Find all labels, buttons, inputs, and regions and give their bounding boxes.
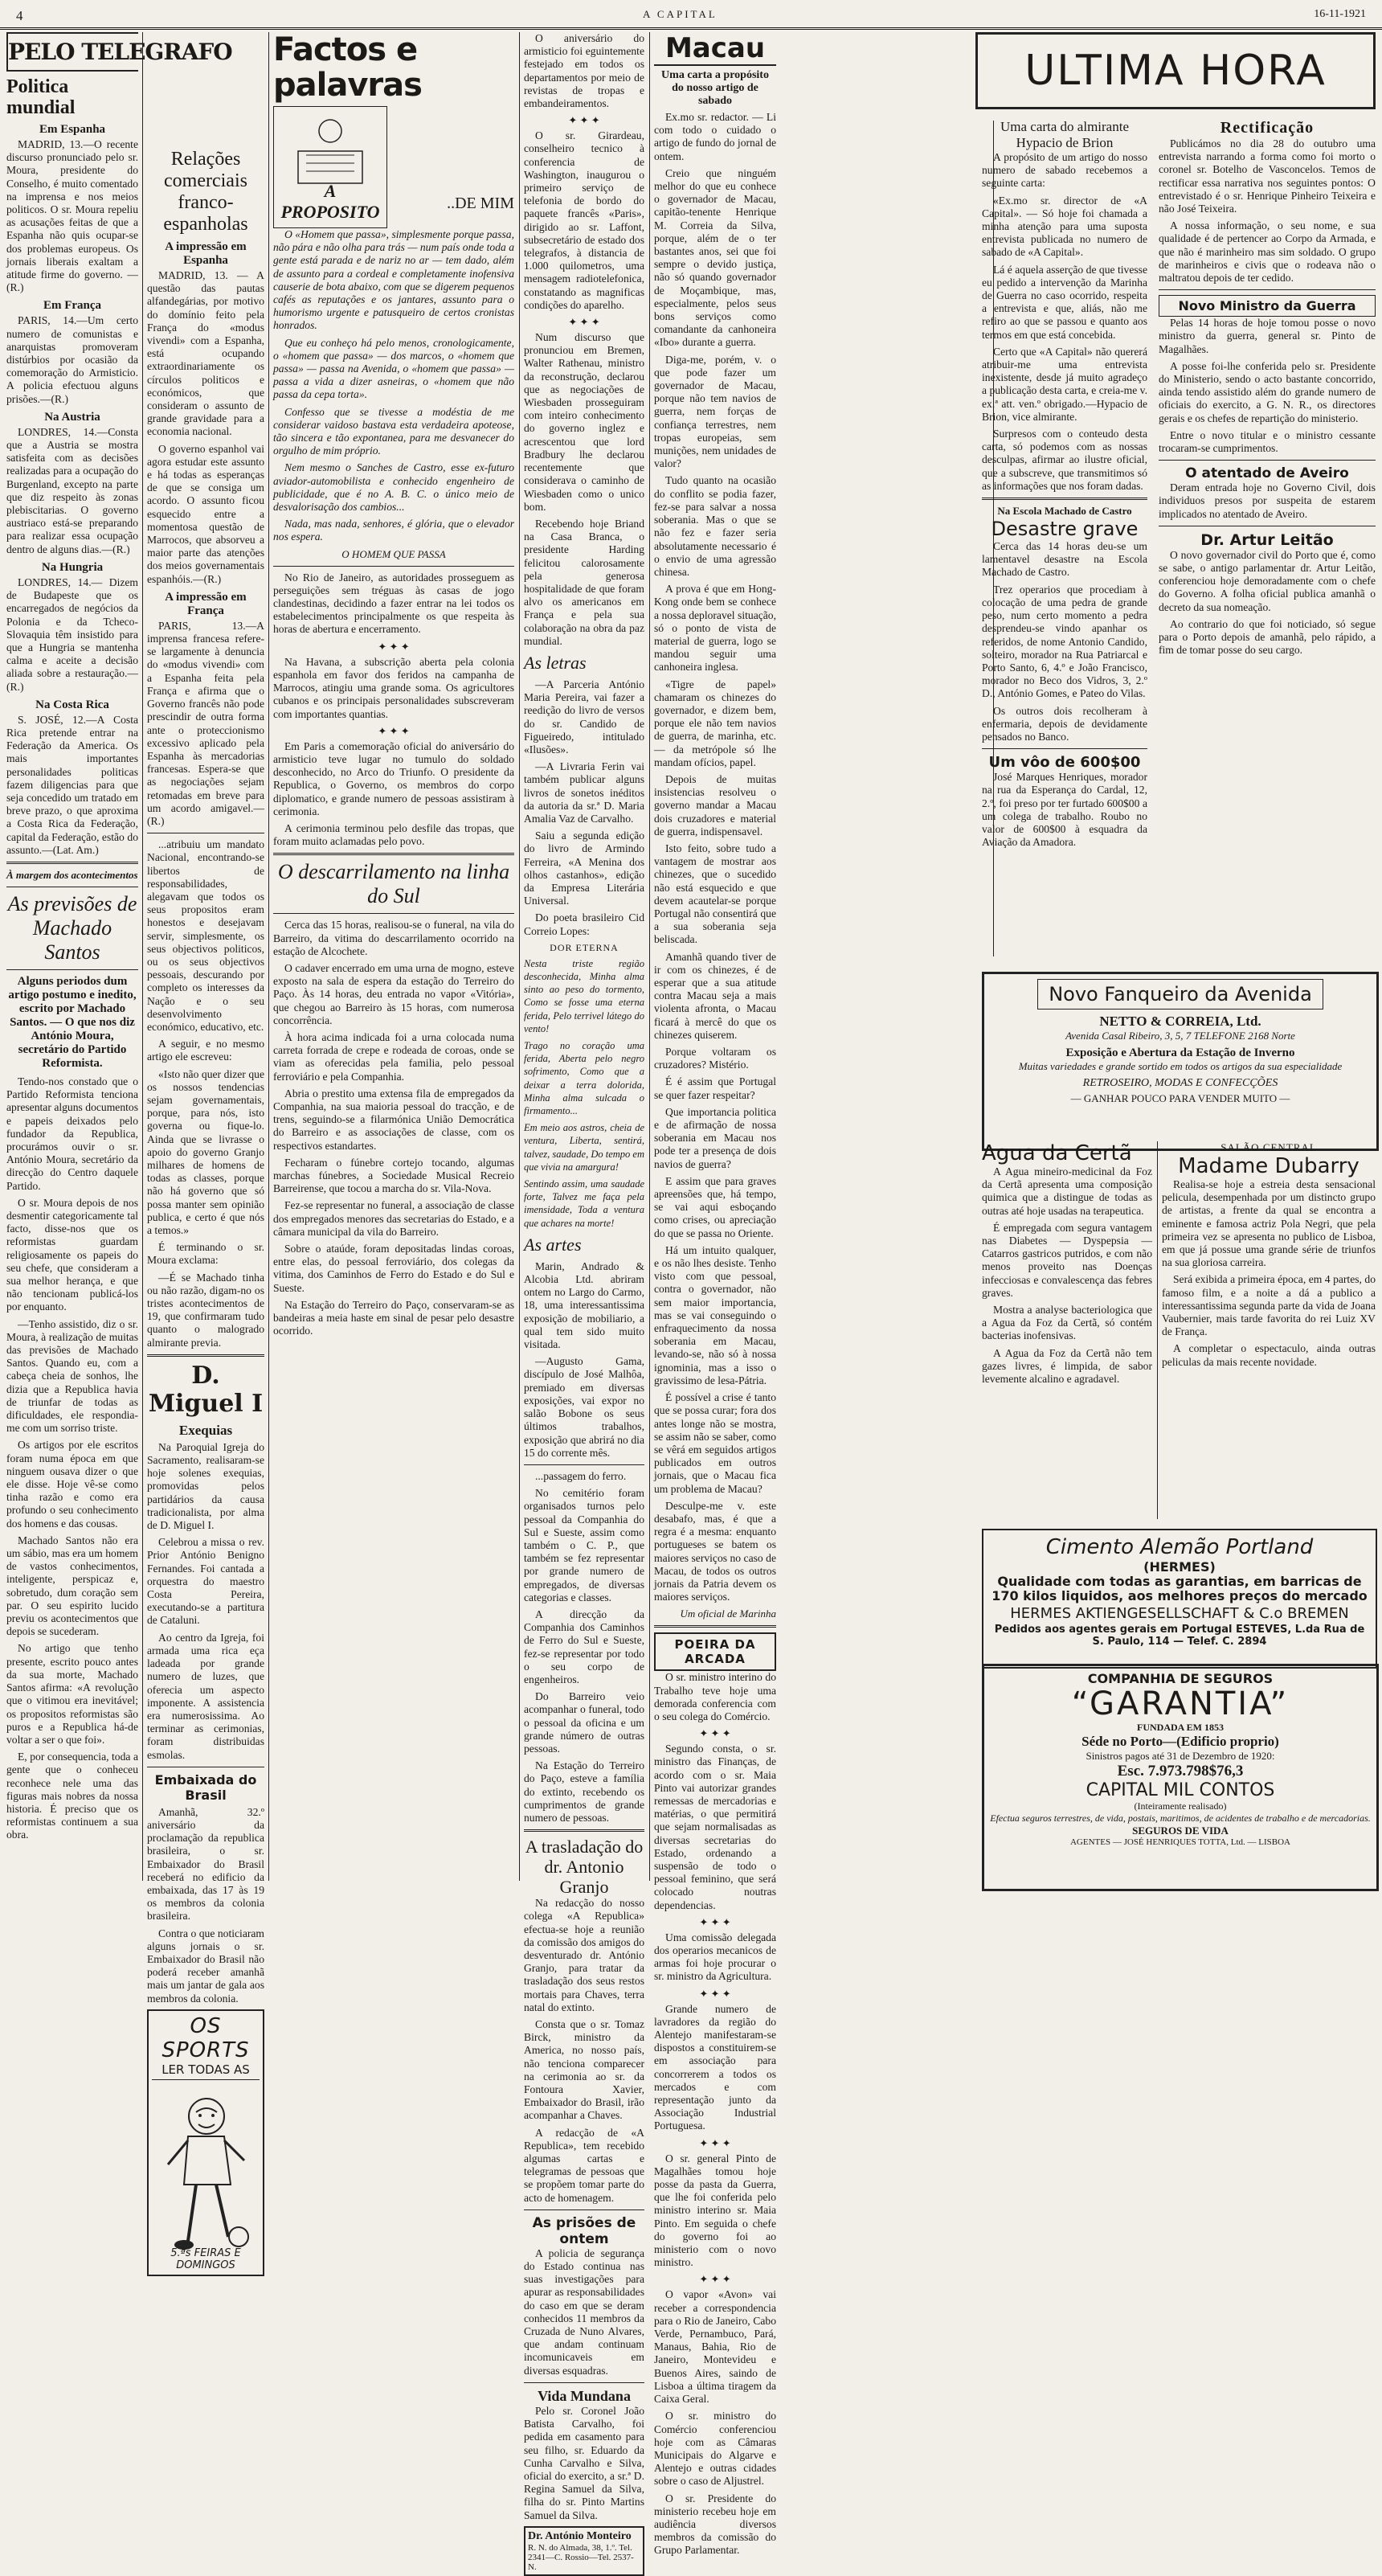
article-text: Trez operarios que procediam à colocação de uma pedra de grande peso, num certo momento a pedra desprendeu-se vindo apanhar os referidos, de nome Antonio Candido, solteiro, morador na Rua Patriarcal e Porto Santo, 6, 4.º e João Francisco, morador no Beco dos Vidros, 3, 2.º D., António Gomes, e Pateo do Vilas. (982, 583, 1147, 700)
article-text: Recebendo hoje Briand na Casa Branca, o presidente Harding felicitou calorosamente pela generosa hospitalidade de que foram alvo os americanos em França e pela sua colaboração na obra da paz mundial. (524, 517, 644, 647)
article-text: Saiu a segunda edição do livro de Armindo Ferreira, «A Menina dos olhos castanhos», edição da Empresa Literária Universal. (524, 829, 644, 907)
col-noticias: O aniversário do armisticio foi eguintemente festejado em todos os departamentos por meio de revistas de tropas e embandeiramentos. ✦ ✦ ✦ O sr. Girardeau, conselheiro tecnico à conferencia de Washington, inaugurou o primeiro serviço de telefonia de bordo do paquete francês «Paris», dirigido ao sr. Laffont, subsecretário de estado dos telegrafos, à distancia de 1.000 quilometros, uma mensagem radiotelefonica, constatando as magnificas condições do aparelho. ✦ ✦ ✦ Num discurso que pronunciou em Bremen, Walter Rathenau, ministro da reconstrução, declarou que as negociações de Wiesbaden prosseguiram com inteiro conhecimento do governo inglez e acrescentou que lord Bradbury lhe declarou recentemente que considerava o caminho de Wiesbaden como o unico bom. Recebendo hoje Briand na Casa Branca, o presidente Harding felicitou calorosamente pela generosa hospitalidade de que foram alvo os americanos em França e pela sua colaboração na obra da paz mundial. As letras —A Parceria António Maria Pereira, vai fazer a reedição do livro de versos do sr. Candido de Figueiredo, intitulado «Ilusões». —A Livraria Ferin vai também publicar alguns livros de sonetos inéditos da autoria da sr.ª D. Maria Amalia Vaz de Carvalho. Saiu a segunda edição do livro de Armindo Ferreira, «A Menina dos olhos castanhos», edição da Empresa Literária Universal. Do poeta brasileiro Cid Correio Lopes: DOR ETERNA Nesta triste região desconhecida, Minha alma sinto ao peso do tormento, Como se fosse uma eterna ferida, Pelo terrivel látego do vento! Trago no coração uma ferida, Aberta pelo negro sofrimento, Como que a deixar a terra dolorida, Minha alma sulcada o firmamento... Em meio aos astros, cheia de ventura, Liberta, sentirá, talvez, saudade, Do tempo em que vivia na amargura! Sentindo assim, uma saudade forte, Talvez me faça pela imensidade, Toda a ventura que achares na morte! As artes Marin, Andrado & Alcobia Ltd. abriram ontem no Largo do Carmo, 18, uma interessantissima exposição de mobiliario, a qual tem sido muito visitada. —Augusto Gama, discípulo de José Malhôa, premiado em diversas exposições, vai expor no salão Bobone os seus últimos trabalhos, exposição que abrirá no dia 15 do corrente mês. ...passagem do ferro. No cemitério foram organisados turnos pelo pessoal da Companhia do Sul e Sueste, assim como também o C. P., que também se fez representar por grande numero de empregados, de diversas categorias e classes. A direcção da Companhia dos Caminhos de Ferro do Sul e Sueste, fez-se representar por todo o seu corpo de engenheiros. Do Barreiro veio acompanhar o funeral, todo o pessoal da oficina e um grande número de outras pessoas. Na Estação do Terreiro do Paço, esteve a família do extinto, recebendo os cumprimentos de grande numero de pessoas. A trasladação do dr. Antonio Granjo Na redacção do nosso colega «A Republica» efectua-se hoje a reunião da comissão dos amigos do desventurado dr. António Granjo, para tratar da trasladação dos seus restos mortais para Chaves, terra natal do extinto. Consta que o sr. Tomaz Birck, ministro da America, no nosso país, não tenciona comparecer na cerimonia ao sr. da Fontoura Xavier, Embaixador do Brasil, irão acompanhar a Chaves. A redacção de «A Republica», tem recebido algumas cartas e telegramas de pessoas que se propõem tomar parte do acto de homenagem. As prisões de ontem A policia de segurança do Estado continua nas suas investigações para apurar as responsabilidades do caso em que se deram conhecidos 11 membros da Cruzada de Nuno Alvares, que andam continuam incomunicaveis em diversas esquadras. Vida Mundana Pelo sr. Coronel João Batista Carvalho, foi pedida em casamento para seu filho, sr. Eduardo da Cunha Carvalho e Silva, oficial do exercito, a sr.ª D. Regina Samuel da Silva, filha do sr. Pinto Martins Samuel da Silva. Dr. António Monteiro R. N. do Almada, 38, 1.º. Tel. 2341—C. Rossio—Tel. 2537-N. (524, 32, 644, 1881)
ad-fanqueiro-line: Exposição e Abertura da Estação de Inverno (1065, 1046, 1295, 1059)
article-text: LONDRES, 14.—Consta que a Austria se mostra satisfeita com as decisões realizadas para a ocupação do Burgenland, excepto na parte que diz respeito às zonas plebiscitarias. O governo austriaco está-se preparando para realizar essa ocupação dentro de alguns dias.—(R.) (6, 425, 138, 555)
article-text: Marin, Andrado & Alcobia Ltd. abriram ontem no Largo do Carmo, 18, uma interessantissima exposição de mobiliario, a qual tem sido muito visitada. (524, 1259, 644, 1351)
article-text: José Marques Henriques, morador na rua da Esperança do Cardal, 12, 2.º, foi preso por ter furtado 600$00 a um colega de trabalho. Roubo no valor de 600$00 à esquadra da Aviação da Amadora. (982, 771, 1147, 849)
article-text: Na Estação do Terreiro do Paço, esteve a família do extinto, recebendo os cumprimentos de grande numero de pessoas. (524, 1759, 644, 1824)
article-text: Abria o prestito uma extensa fila de empregados da Companhia, na sua maioria pessoal do tracção, e de trens, seguindo-se a filarmónica União Democrática do Barreiro e as associações de classe, com os respectivos estandartes. (273, 1087, 514, 1152)
page-date: 16-11-1921 (1314, 8, 1366, 20)
masthead-ultima-hora: ULTIMA HORA (975, 32, 1376, 109)
article-text: A Agua da Foz da Certã não tem gazes livres, é limpida, de sabor levemente alcalino e agradavel. (982, 1346, 1152, 1386)
article-text: Fez-se representar no funeral, a associação de classe dos empregados menores das secretarias do Estado, e a câmara municipal da vila do Barreiro. (273, 1199, 514, 1238)
article-text: Na Paroquial Igreja do Sacramento, realisaram-se hoje solenes exequias, promovidas pelos partidários da causa tradicionalista, por alma de D. Miguel I. (147, 1440, 264, 1532)
col-relacoes (147, 32, 264, 2271)
article-text: O sr. ministro do Comércio conferenciou hoje com as Câmaras Municipais do Algarve e Alentejo e outras cidades sobre o caso de Aljustrel. (654, 2410, 776, 2488)
ad-garantia-line: CAPITAL MIL CONTOS (1086, 1780, 1275, 1800)
poeira-arcada-title: POEIRA DA ARCADA (654, 1632, 776, 1671)
article-text: A nossa informação, o seu nome, e sua qualidade é de pertencer ao Corpo da Armada, e que não é marinheiro mas sim soldado. O grupo de marinheiros e civis que o rodeava não o maltratou depois de ter cedido. (1159, 219, 1376, 285)
article-text: Sobre o ataúde, foram depositadas lindas coroas, entre elas, do pessoal ferroviário, dos colegas da vitima, dos Caminhos de Ferro do Estado e do Sul e Sueste. (273, 1243, 514, 1294)
article-text: «Isto não quer dizer que os nossos tendencias sejam governamentais, porque, para nós, isto governa ou fique-lo. Ainda que se livrasse o apoio do governo Granjo milhares de homens de todas as classes, porque não há governo que só possa manter sem opinião publica, e certo é que nós a temos.» (147, 1067, 264, 1237)
ad-garantia-line: SEGUROS DE VIDA (1132, 1824, 1229, 1837)
ad-garantia-line: Esc. 7.973.798$76,3 (1117, 1763, 1244, 1779)
article-text: Amanhã, 32.º aniversário da proclamação da republica brasileira, o sr. Embaixador do Brasil receberá no edificio da embaixada, das 17 às 19 os membros da colonia brasileira. (147, 1805, 264, 1923)
ad-os-sports (147, 2009, 264, 2276)
article-text: É é assim que Portugal se quer fazer respeitar? (654, 1075, 776, 1101)
article-text: A policia de segurança do Estado continua nas suas investigações para apurar as responsabilidades do caso em que se deram conhecidos 11 membros da Cruzada de Nuno Alvares, que andam continuam incomunicaveis em diversas esquadras. (524, 2246, 644, 2377)
article-text: Na Havana, a subscrição aberta pela colonia espanhola em favor dos feridos na campanha de Marrocos, atingiu uma grande soma. Os agricultores cubanos e os principais personalidades subscreveram com importantes quantias. (273, 655, 514, 720)
salao-central-label: SALÃO CENTRAL (1220, 1141, 1317, 1153)
article-text: Cerca das 15 horas, realisou-se o funeral, na vila do Barreiro, da vitima do descarrilamento ocorrido na estação de Alcochete. (273, 919, 514, 957)
article-text: ...passagem do ferro. (535, 1469, 627, 1482)
subhead-exequias: Exequias (178, 1422, 233, 1438)
article-text: A propósito de um artigo do nosso numero de sabado recebemos a seguinte carta: (982, 151, 1147, 190)
ad-os-sports-sub: LER TODAS AS (152, 2062, 260, 2080)
article-text: Ex.mo sr. redactor. — Li com todo o cuidado o artigo de fundo do jornal de ontem. (654, 111, 776, 162)
page-number: 4 (16, 8, 23, 23)
col6-left (982, 119, 1147, 963)
article-text: Os outros dois recolheram à enfermaria, depois de devidamente pensados no Banco. (982, 704, 1147, 743)
article-text: Ao contrario do que foi noticiado, só segue para o Porto depois de amanhã, pelo rápido, a fim de tomar posse do seu cargo. (1159, 617, 1376, 657)
headline-d-miguel: D. Miguel I (148, 1361, 264, 1418)
poem-stanza: Trago no coração uma ferida, Aberta pelo negro sofrimento, Como que a deixar a terra dolorida, Minha alma sulcada o firmamento... (524, 1040, 644, 1117)
article-text: O sr. general Pinto de Magalhães tomou hoje posse da pasta da Guerra, que lhe foi conferida pelo ministro interino sr. Maia Pinto. Em seguida o chefe do governo foi ao ministerio com o novo ministro. (654, 2152, 776, 2269)
poem-stanza: Em meio aos astros, cheia de ventura, Liberta, sentirá, talvez, saudade, Do tempo em que vivia na amargura! (524, 1122, 644, 1173)
article-text: Num discurso que pronunciou em Bremen, Walter Rathenau, ministro da reconstrução, declarou que as negociações de Wiesbaden prosseguiram com inteiro conhecimento do governo inglez e acrescentou que lord Bradbury lhe declarou recentemente que considerava o caminho de Wiesbaden como o unico bom. (524, 331, 644, 513)
ad-companhia-garantia (982, 1664, 1379, 1891)
ad-fanqueiro-line: RETROSEIRO, MODAS E CONFECÇÕES (1082, 1077, 1278, 1089)
headline-relacoes: Relações comerciais franco-espanholas (163, 149, 248, 235)
article-text: Consta que o sr. Tomaz Birck, ministro da America, no nosso país, não tenciona comparecer na cerimonia ao sr. da Fontoura Xavier, Embaixador do Brasil, irão acompanhar a Chaves. (524, 2018, 644, 2122)
headline-machado-santos: As previsões de Machado Santos (7, 891, 137, 964)
ad-fanqueiro-address: Avenida Casal Ribeiro, 3, 5, 7 TELEFONE 2168 Norte (1065, 1030, 1295, 1042)
ad-salao-central (1162, 1141, 1376, 1519)
article-text: É terminando o sr. Moura exclama: (147, 1241, 264, 1267)
ad-cimento-line: Pedidos aos agentes gerais em Portugal ESTEVES, L.da Rua de S. Paulo, 114 — Telef. C. 2894 (994, 1624, 1365, 1648)
article-text: —É se Machado tinha ou não razão, digam-no os tristes acontecimentos de 19, que confirmaram tudo quanto o malogrado almirante previa. (147, 1271, 264, 1349)
article-text: O cadaver encerrado em uma urna de mogno, esteve exposto na sala de espera da estação do Terreiro do Paço. Às 14 horas, deu entrada no vapor «Vitória», que chegou ao Barreiro às 15 horas, com numerosa concorrência. (273, 961, 514, 1026)
article-text: Diga-me, porém, v. o que pode fazer um governador de Macau, porque não tem navios de guerra, nem forças de confiança terrestres, nem tropas europeias, sem munições, nem unidades de valor? (654, 353, 776, 470)
article-text: Há um intuito qualquer, e os não lhes desiste. Tenho visto com que pessoal, contra o governador, não sem maior importancia, mas se vai conseguindo o enfraquecimento da nossa soberania em Macau, levando-se, não só à nossa ignominia, mas a isso o gravissimo de lesa-Pátria. (654, 1243, 776, 1386)
article-text: Será exibida a primeira época, em 4 partes, do famoso film, e a noite a dá a publico a interessantissima segunda parte da vida de Joana Vaubernier, mais tarde favorita do rei Luiz XV de França. (1162, 1273, 1376, 1338)
article-text: E, por consequencia, toda a gente que o conheceu reconhece nele uma das figuras mais nobres da nossa historia. É preciso que os reformistas continuem a sua obra. (6, 1751, 138, 1841)
article-text: Depois de muitas insistencias resolveu o governo mandar a Macau dois cruzadores e material de guerra, indispensavel. (654, 772, 776, 838)
ad-cimento-title: Cimento Alemão Portland (1045, 1535, 1314, 1559)
ad-garantia-line: Séde no Porto—(Edificio proprio) (1081, 1734, 1279, 1749)
article-text: O sr. Girardeau, conselheiro tecnico à conferencia de Washington, inaugurou o primeiro serviço de telefonia de bordo do paquete francês «Paris», dirigido ao sr. Laffont, subsecretário de estado dos telegrafos, à distancia de 1.000 quilometros, uma mensagem radiotelefonica, constatando as magnificas condições do aparelho. (524, 129, 644, 311)
section-austria: Na Austria (44, 410, 100, 424)
subhead-macau: Uma carta a propósito do nosso artigo de sabado (661, 69, 769, 107)
article-text: Contra o que noticiaram alguns jornais o sr. Embaixador do Brasil não poderá receber amanhã mais um jantar de gala aos membros da colonia. (147, 1927, 264, 2005)
article-text: O sr. ministro interino do Trabalho teve hoje uma demorada conferencia com o seu colega do Comércio. (654, 1671, 776, 1722)
ad-garantia-top: COMPANHIA DE SEGUROS (1087, 1671, 1274, 1686)
article-text: MADRID, 13.—O recente discurso pronunciado pelo sr. Moura, presidente do Conselho, é muito comentado na imprensa e nos meios politicos. O sr. Moura repeliu as acusações feitas de que a Espanha não quis ocupar-se dos problemas europeus. Os jornais liberais exaltam a atitude firme do governo. — (R.) (6, 138, 138, 294)
article-text: Grande numero de lavradores da região do Alentejo manifestaram-se dispostos a constituirem-se em associação para concorrerem a todos os mercados e com representação junto da Associação Industrial Portuguesa. (654, 2002, 776, 2132)
col-macau: Macau Uma carta a propósito do nosso artigo de sabado Ex.mo sr. redactor. — Li com todo o cuidado o artigo de fundo do jornal de ontem. Creio que ninguém melhor do que eu conhece o governador de Macau, capitão-tenente Henrique M. Correia da Silva, porque, além de o ter bastantes anos, sei que foi sempre o devido justiça, não só quando governador de Moçambique, mas, especialmente, pelos seus bons serviços como comandante da canhoneira «Ibo» durante a guerra. Diga-me, porém, v. o que pode fazer um governador de Macau, porque não tem navios de guerra, nem forças de confiança terrestres, nem tropas europeias, sem munições, nem unidades de valor? Tudo quanto na ocasião do conflito se podia fazer, fez-se para salvar a nossa soberania. Mas o que se não fez e fazer seria absolutamente necessario é o envio de uma agressão chinesa. A prova é que em Hong-Kong onde bem se conhece a nossa deploravel situação, só o ponto de vista de material de guerra, logo se mandou seguir uma canhoneira inglesa. «Tigre de papel» chamaram os chinezes do governador, e dizem bem, porque ele não tem navios de guerra, de marinha, etc. — da metrópole só lhe mandam ofícios, papel. Depois de muitas insistencias resolveu o governo mandar a Macau dois cruzadores e material de guerra, indispensavel. Isto feito, sobre tudo a vantagem de mostrar aos chinezes, que o sucedido não está esquecido e que devem acautelar-se porque Portugal não consentirá que a sua soberania seja beliscada. Amanhã quando tiver de ir com os chinezes, é de esperar que a sua atitude contra Macau seja a mais violenta afronta, o Macau ficará à mercê do que os chinezes quiserem. Porque voltaram os cruzadores? Mistério. É é assim que Portugal se quer fazer respeitar? Que importancia politica e de afirmação de nossa soberania em Macau nos pode ter a presença de dois navios de guerra? E assim que para graves apreensões que, há tempo, se vai aqui esboçando como crises, ou apreciação do que se passa no Oriente. Há um intuito qualquer, e os não lhes desiste. Tenho visto com que pessoal, contra o governador, não sem maior importancia, mas se vai conseguindo o enfraquecimento da nossa soberania em Macau, levando-se, não só à nossa ignominia, mas a isso o gravissimo de lesa-Pátria. É possível a crise é tanto que se possa curar; fora dos antes longe não se mostra, se assim não se saber, como se vêrá em seguidos artigos publicados em outros jornais, que o Macau fica um problema de Macau? Desculpe-me v. este desabafo, mas, é que a regra é a mesma: enquanto portugueses se batem os maiores serviços no caso de Macau, de todos os outros jornais da Patria devem os maiores serviços. Um oficial de Marinha POEIRA DA ARCADA O sr. ministro interino do Trabalho teve hoje uma demorada conferencia com o seu colega do Comércio. ✦ ✦ ✦ Segundo consta, o sr. ministro das Finanças, de acordo com o sr. Maia Pinto vai autorizar grandes remessas de mercadorias e matérias, o que permitirá que sejam normalisadas as diversas secretarias do Estado, ordenando a suspensão de todo o pessoal feminino, que será colocado noutras dependencias. ✦ ✦ ✦ Uma comissão delegada dos operarios mecanicos de armas foi hoje procurar o sr. ministro da Agricultura. ✦ ✦ ✦ Grande numero de lavradores da região do Alentejo manifestaram-se dispostos a constituirem-se em associação para concorrerem a todos os mercados e com representação junto da Associação Industrial Portuguesa. ✦ ✦ ✦ O sr. general Pinto de Magalhães tomou hoje posse da pasta da Guerra, que lhe foi conferida pelo ministro interino sr. Maia Pinto. Em seguida o chefe do governo foi ao ministerio com o novo ministro. ✦ ✦ ✦ O vapor «Avon» vai receber a correspondencia para o Rio de Janeiro, Cabo Verde, Pernambuco, Pará, Manaus, Bahia, Rio de Janeiro, Montevideu e Buenos Aires, saindo de Lisboa a última tiragem da Caixa Geral. O sr. ministro do Comércio conferenciou hoje com as Câmaras Municipais do Algarve e Alentejo e outras cidades sobre o caso de Aljustrel. O sr. Presidente do ministerio recebeu hoje em audiência diversos membros da comissão do Grupo Parlamentar. (654, 32, 776, 2557)
ad-garantia-line: AGENTES — JOSÉ HENRIQUES TOTTA, Ltd. — LISBOA (1069, 1837, 1291, 1847)
signature: O HOMEM QUE PASSA (341, 547, 446, 560)
poem-title: DOR ETERNA (550, 941, 619, 953)
section-franca: Em França (43, 299, 102, 313)
article-text: Segundo consta, o sr. ministro das Finanças, de acordo com o sr. Maia Pinto vai autorizar grandes remessas de mercadorias e matérias, o que permitirá que sejam normalisadas as diversas secretarias do Estado, ordenando a suspensão de todo o pessoal feminino, que será colocado noutras dependencias. (654, 1743, 776, 1911)
ad-cimento-sub: (HERMES) (1143, 1559, 1216, 1575)
article-text: Mostra a analyse bacteriologica que a Agua da Foz da Certã, só contém bacterias inofensivas. (982, 1304, 1152, 1342)
headline-prisoes: As prisões de ontem (532, 2214, 636, 2247)
article-text: À hora acima indicada foi a urna colocada numa carreta forrada de crepe e rodeada de coroas, onde se viam as oferecidas pela familia, pelo pessoal ferroviário e pela Companhia. (273, 1030, 514, 1083)
ad-garantia-line: FUNDADA EM 1853 (1137, 1722, 1224, 1733)
article-text: —Tenho assistido, diz o sr. Moura, à realização de muitas das previsões de Machado Santos. Quando eu, com a cabeça cheia de sonhos, lhe dizia que a Republica havia de triunfar de todas as dificuldades, ele respondia-me com um sorriso triste. (6, 1317, 138, 1435)
headline-rectificacao: Rectificação (1220, 119, 1315, 137)
article-text: No cemitério foram organisados turnos pelo pessoal da Companhia do Sul e Sueste, assim como também o C. P., que também se fez representar por grande numero de empregados, de diversas categorias e classes. (524, 1487, 644, 1603)
headline-madame-dubarry: Madame Dubarry (1178, 1154, 1360, 1178)
article-text: É empregada com segura vantagem nas Diabetes — Dyspepsia — Catarros gastricos putridos, e com não menos proveito nas Doenças infecciosas e convalescença das febres graves. (982, 1221, 1152, 1299)
paper-name: A CAPITAL (643, 8, 718, 20)
ad-os-sports-title: OS SPORTS (162, 2013, 250, 2062)
headline-embaixada: Embaixada do Brasil (154, 1771, 257, 1803)
ad-os-sports-footer: 5.ªs FEIRAS E DOMINGOS (170, 2246, 241, 2271)
article-text: Entre o novo titular e o ministro cessante trocaram-se cumprimentos. (1159, 428, 1376, 455)
ad-cimento-line: Qualidade com todas as garantias, em barricas de 170 kilos liquidos, aos melhores preços do mercado (992, 1574, 1368, 1603)
article-text: Nada, mas nada, senhores, é glória, que o elevador nos espera. (273, 518, 514, 543)
article-text: Confesso que se tivesse a modéstia de me considerar vaidoso bastava esta verdadeira apoteose, tão sincera e tão expontanea, para me desvanecer do orgulho de mim próprio. (273, 405, 514, 457)
col-factos-palavras: Factos e palavras A PROPOSITO ..DE MIM O «Homem que passa», simplesmente porque passa, não pára e não olha para trás — num país onde toda a gente está parada e de nariz no ar — tem dado, além de assunto para a cordeal e completamente inofensiva causerie de bota abaixo, com que se digerem pequenos cafés as reputações e os jantares, assunto para o humorismo urgente e patusqueiro de certos cronistas honrados. Que eu conheço há pelo menos, cronologicamente, o «homem que passa» — dos marcos, o «homem que passa» — passa na Avenida, o «homem que passa» — passa a vida a dizer asneiras, o «homem que não passa da cepa torta». Confesso que se tivesse a modéstia de me considerar vaidoso bastava esta verdadeira apoteose, tão sincera e tão expontanea, para me desvanecer do orgulho de mim próprio. Nem mesmo o Sanches de Castro, esse ex-futuro aviador-automobilista e conhecido engenheiro de publicidade, que é no A. B. C. o único meio de desvalorisação dos cambios... Nada, mas nada, senhores, é glória, que o elevador nos espera. O HOMEM QUE PASSA No Rio de Janeiro, as autoridades prosseguem as perseguições sem tréguas às casas de jogo clandestinas, decidindo a fazer entrar na lei todos os estabelecimentos principalmente os que respeita às horas de abertura e encerramento. ✦ ✦ ✦ Na Havana, a subscrição aberta pela colonia espanhola em favor dos feridos na campanha de Marrocos, atingiu uma grande soma. Os agricultores cubanos e os principais personalidades subscreveram com importantes quantias. ✦ ✦ ✦ Em Paris a comemoração oficial do aniversário do armisticio teve lugar no tumulo do soldado desconhecido, no Arco do Triunfo. O presidente da Republica, o Governo, os membros do corpo diplomatico, e grande numero de pessoas assistiram à cerimonia. A cerimonia terminou pelo desfile das tropas, que foram muito aclamadas pelo povo. O descarrilamento na linha do Sul Cerca das 15 horas, realisou-se o funeral, na vila do Barreiro, da vitima do descarrilamento ocorrido na estação de Alcochete. O cadaver encerrado em uma urna de mogno, esteve exposto na sala de espera da estação do Terreiro do Paço. Às 14 horas, deu entrada no vapor «Vitória», que chegou ao Barreiro às 15 horas, com numerosa concorrência. À hora acima indicada foi a urna colocada numa carreta forrada de crepe e rodeada de coroas, onde se viam as oferecidas pela familia, pelo pessoal ferroviário e pela Companhia. Abria o prestito uma extensa fila de empregados da Companhia, na sua maioria pessoal do tracção, e de trens, seguindo-se a filarmónica União Democrática do Barreiro e as associações de classe, com os respectivos estandartes. Fecharam o fúnebre cortejo tocando, algumas marchas fúnebres, a Sociedade Musical Recreio Barreirense, que tocou a marcha do sr. Vila-Nova. Fez-se representar no funeral, a associação de classe dos empregados menores das secretarias do Estado, e a câmara municipal da vila do Barreiro. Sobre o ataúde, foram depositadas lindas coroas, entre elas, do pessoal ferroviário, dos colegas da vitima, dos Caminhos de Ferro do Estado e do Sul e Sueste. Na Estação do Terreiro do Paço, conservaram-se as bandeiras a meia haste em sinal de pesar pelo desastre ocorrido. (273, 31, 514, 1337)
article-text: —Augusto Gama, discípulo de José Malhôa, premiado em diversas exposições, vai expor no salão Bobone os seus últimos trabalhos, exposição que abrirá no dia 15 do corrente mês. (524, 1355, 644, 1459)
article-text: É possível a crise é tanto que se possa curar; fora dos antes longe não se mostra, se assim não se saber, como se vêrá em seguidos artigos publicados em outros jornais, que o Macau fica um problema de Macau? (654, 1391, 776, 1495)
headline-novo-ministro: Novo Ministro da Guerra (1159, 295, 1376, 317)
article-text: O sr. Moura depois de nos desmentir categoricamente tal facto, disse-nos que os reformistas guardam religiosamente os papeis do seu chefe, que consideram a sua melhor herança, e que não tencionam publicá-los por enquanto. (6, 1196, 138, 1313)
signature: Um oficial de Marinha (680, 1607, 776, 1620)
article-text: Ao centro da Igreja, foi armada uma rica eça ladeada por grande numero de luzes, que oferecia um aspecto imponente. A assistencia era numerosissima. Ao terminar as cerimonias, foram distribuidas esmolas. (147, 1631, 264, 1761)
headline-politica-mundial: Politica mundial (6, 76, 76, 118)
article-text: MADRID, 13. — A questão das pautas alfandegárias, por motivo do domínio feito pela França do «modus vivendi» com a Espanha, está ocupando extraordinariamente os círculos politicos e económicos, que consideram o assunto de grande gravidade para a economia nacional. (147, 269, 264, 438)
article-text: O sr. Presidente do ministerio recebeu hoje em audiência diversos membros da comissão do Grupo Parlamentar. (654, 2492, 776, 2557)
article-text: ...atribuiu um mandato Nacional, encontrando-se libertos de responsabilidades, alegavam que todos os seus propositos eram honestos e desejavam servir, simplesmente, os seus objectivos politicos, ou os seus objectivos pessoais, descurando por completo os interesses da Nação e o seu desenvolvimento económico, educativo, etc. (147, 838, 264, 1033)
poem-stanza: Sentindo assim, uma saudade forte, Talvez me faça pela imensidade, Toda a ventura que achares na morte! (524, 1178, 644, 1229)
article-text: Realisa-se hoje a estreia desta sensacional pelicula, desempenhada por um distincto grupo de artistas, a frente da qual se encontra a eminente e famosa actriz Pola Negri, que pela primeira vez se apresenta no publico de Lisboa, em que já possue uma grande série de triunfos na sua gloriosa carreira. (1162, 1178, 1376, 1269)
headline-desastre-grave: Desastre grave (991, 518, 1139, 541)
heading-as-artes: As artes (524, 1234, 582, 1255)
article-text: Celebrou a missa o rev. Prior António Benigno Fernandes. Foi cantada a orquestra do maestro Costa Pereira, executando-se a partitura de Cataluni. (147, 1536, 264, 1627)
article-text: O novo governador civil do Porto que é, como se sabe, o antigo parlamentar dr. Artur Leitão, conferenciou hoje demoradamente com o chefe do Governo. A folha oficial publica amanhã o decreto da sua nomeação. (1159, 548, 1376, 613)
article-text: Na Estação do Terreiro do Paço, conservaram-se as bandeiras a meia haste em sinal de pesar pelo desastre ocorrido. (273, 1298, 514, 1337)
page-header (0, 6, 1382, 30)
article-text: No artigo que tenho presente, escrito pouco antes da sua morte, Machado Santos afirma: «A revolução que o vitimou era inevitável; os propositos reformistas são puros e a Republica há-de voltar a ser o que foi». (6, 1642, 138, 1746)
a-proposito-title: A PROPOSITO (280, 181, 380, 222)
article-text: —A Parceria António Maria Pereira, vai fazer a reedição do livro de versos do sr. Candido de Figueiredo, intitulado «Ilusões». (524, 678, 644, 756)
article-text: O vapor «Avon» vai receber a correspondencia para o Rio de Janeiro, Cabo Verde, Pernambuco, Pará, Manaus, Bahia, Rio de Janeiro, Montevideu e Buenos Aires, saindo de Lisboa a última tiragem da Caixa Geral. (654, 2288, 776, 2406)
subhead-franca: A impressão em França (165, 590, 247, 617)
ad-fanqueiro-line: — GANHAR POUCO PARA VENDER MUITO — (1070, 1092, 1290, 1104)
article-text: Isto feito, sobre tudo a vantagem de mostrar aos chinezes, que o sucedido não está esquecido e que devem acautelar-se porque Portugal não consentirá que a sua soberania seja beliscada. (654, 842, 776, 946)
article-text: S. JOSÉ, 12.—A Costa Rica pretende entrar na Federação da America. Os mais importantes personalidades politicas fazem diligencias para que seja concedido um tratado em breve prazo, o que aproxima a Costa Rica da Federação, capital da Federação, estão do assunto.—(Lat. Am.) (6, 713, 138, 856)
article-text: Porque voltaram os cruzadores? Mistério. (654, 1046, 776, 1071)
article-text: A prova é que em Hong-Kong onde bem se conhece a nossa deploravel situação, só o ponto de vista de material de guerra, logo se mandou seguir uma canhoneira inglesa. (654, 583, 776, 674)
article-text: Cerca das 14 horas deu-se um lamentavel desastre na Escola Machado de Castro. (982, 540, 1147, 579)
section-costa-rica: Na Costa Rica (35, 698, 109, 711)
footballer-illustration (152, 2080, 260, 2265)
subhead-espanha: A impressão em Espanha (165, 240, 247, 267)
article-text: Publicámos no dia 28 do outubro uma entrevista narrando a forma como foi morto o coronel sr. Botelho de Vasconcelos. Temos de rectificar essa narrativa nos seguintes pontos: O entrevistado é o sr. Henrique Pinheiro Teixeira e não José Teixeira. (1159, 137, 1376, 215)
section-hungria: Na Hungria (41, 560, 104, 574)
article-text: Creio que ninguém melhor do que eu conhece o governador de Macau, capitão-tenente Henrique M. Correia da Silva, porque, além de o ter bastantes anos, sei que foi sempre o devido justiça, não só quando governador de Moçambique, mas, especialmente, pelos seus bons serviços como comandante da canhoneira «Ibo» durante a guerra. (654, 166, 776, 349)
desastre-kicker: Na Escola Machado de Castro (997, 505, 1132, 518)
ad-garantia-line: Sinistros pagos até 31 de Dezembro de 1920: (1086, 1750, 1275, 1762)
masthead-pelo-telegrafo: PELO TELEGRAFO (6, 32, 138, 72)
ad-novo-fanqueiro (982, 972, 1379, 1151)
article-text: Machado Santos não era um sábio, mas era um homem de vastos conhecimentos, inteligente, perspicaz e, sobretudo, dum coração sem par. O seu espirito lucido previu os acontecimentos que depois se sucederam. (6, 1534, 138, 1638)
a-proposito-illustration (273, 106, 387, 228)
article-text: A direcção da Companhia dos Caminhos de Ferro do Sul e Sueste, fez-se representar por todo o seu corpo de engenheiros. (524, 1607, 644, 1685)
article-text: Deram entrada hoje no Governo Civil, dois individuos presos por suspeita de estarem implicados no atentado de Aveiro. (1159, 481, 1376, 520)
ad-garantia-title: “GARANTIA” (1071, 1685, 1290, 1722)
heading-as-letras: As letras (524, 652, 587, 673)
article-text: Amanhã quando tiver de ir com os chinezes, é de esperar que a sua atitude contra Macau seja a mais violenta afronta, o Macau ficará à mercê do que os chinezes quiserem. (654, 950, 776, 1041)
article-text: PARIS, 13.—A imprensa francesa refere-se largamente à denuncia do «modus vivendi» com a Espanha feita pela França e afirma que o Governo francês não pode prescindir de outra forma ante o proteccionismo excessivo aplicado pela Espanha às mercadorias francesas. Espera-se que as negociações sejam retomadas em breve para um acordo amigavel.—(R.) (147, 619, 264, 827)
article-text: Do Barreiro veio acompanhar o funeral, todo o pessoal da oficina e um grande número de outras pessoas. (524, 1690, 644, 1755)
headline-aveiro: O atentado de Aveiro (1185, 465, 1349, 482)
article-text: A completar o espectaculo, ainda outras peliculas da mais recente novidade. (1162, 1342, 1376, 1368)
article-text: PARIS, 14.—Um certo numero de comunistas e anarquistas promoveram distúrbios por ocasião da comemoração do Armisticio. A policia efectuou alguns prisões.—(R.) (6, 314, 138, 405)
ad-agua-certa (982, 1141, 1152, 1519)
headline-factos-palavras: Factos e palavras (273, 31, 422, 104)
article-text: Pelas 14 horas de hoje tomou posse o novo ministro da guerra, general sr. Pinto de Magalhães. (1159, 317, 1376, 355)
article-text: Que eu conheço há pelo menos, cronologicamente, o «homem que passa» — dos marcos, o «homem que passa» — passa na Avenida, o «homem que passa» — passa a vida a dizer asneiras, o «homem que não passa da cepa torta». (273, 336, 514, 401)
article-text: Os artigos por ele escritos foram numa época em que ninguem ousava dizer o que ele disse. Hoje vê-se como tinha razão e como era profundo o seu conhecimento dos homens e das cousas. (6, 1439, 138, 1530)
article-text: No Rio de Janeiro, as autoridades prosseguem as perseguições sem tréguas às casas de jogo clandestinas, decidindo a fazer entrar na lei todos os estabelecimentos principalmente os que respeita às horas de abertura e encerramento. (273, 571, 514, 636)
article-text: A cerimonia terminou pelo desfile das tropas, que foram muito aclamadas pelo povo. (273, 821, 514, 848)
headline-granjo: A trasladação do dr. Antonio Granjo (525, 1837, 644, 1898)
ad-doctor-name: Dr. António Monteiro (528, 2529, 632, 2542)
article-text: O governo espanhol vai agora estudar este assunto e há todas as esperanças de que se consiga um acordo. O assunto ficou esquecido entre a momentosa questão de Marrocos, que absorveu a maior parte das atenções dos meios governamentais espanhóis.—(R.) (147, 442, 264, 585)
ad-dr-monteiro (524, 2526, 644, 2576)
poem-stanza: Nesta triste região desconhecida, Minha alma sinto ao peso do tormento, Como se fosse uma eterna ferida, Pelo terrivel látego do vento! (524, 957, 644, 1034)
ad-doctor-address: R. N. do Almada, 38, 1.º. Tel. 2341—C. Rossio—Tel. 2537-N. (528, 2542, 634, 2572)
article-text: Desculpe-me v. este desabafo, mas, é que a regra é a mesma: enquanto portugueses se batem os maiores serviços no caso de Macau, de todos os outros jornais da Patria devem os maiores serviços. (654, 1499, 776, 1603)
ad-garantia-line: (Inteiramente realisado) (1134, 1800, 1227, 1812)
ad-fanqueiro-firm: NETTO & CORREIA, Ltd. (1099, 1014, 1261, 1029)
ad-garantia-line: Efectua seguros terrestres, de vida, postais, maritimos, de acidentes de trabalho e de mercadorias. (990, 1812, 1371, 1824)
article-text: Certo que «A Capital» não quererá atribuir-me uma entrevista inexistente, desde já muito agradeço a publicação desta carta, e creia-me v. ex.ª att. ven.º obrigado.—Hypacio de Brion, vice almirante. (982, 345, 1147, 423)
article-text: —A Livraria Ferin vai também publicar alguns livros de sonetos inéditos da autoria da sr.ª D. Maria Amalia Vaz de Carvalho. (524, 760, 644, 825)
article-text: «Tigre de papel» chamaram os chinezes do governador, e dizem bem, porque ele não tem navios de guerra, de marinha, etc. — da metrópole só lhe mandam ofícios, papel. (654, 678, 776, 768)
article-text: Uma comissão delegada dos operarios mecanicos de armas foi hoje procurar o sr. ministro da Agricultura. (654, 1931, 776, 1983)
article-text: A Agua mineiro-medicinal da Foz da Certã apresenta uma composição quimica que a distingue de todas as outras até hoje usadas na terapeutica. (982, 1165, 1152, 1217)
article-text: Do poeta brasileiro Cid Correio Lopes: (524, 911, 644, 937)
article-text: O «Homem que passa», simplesmente porque passa, não pára e não olha para trás — num país onde toda a gente está parada e de nariz no ar — tem dado, além de assunto para a cordeal e completamente inofensiva causerie de bota abaixo, com que se digerem pequenos cafés as reputações e os jantares, assunto para o humorismo urgente e patusqueiro de certos cronistas honrados. (273, 228, 514, 332)
article-text: Que importancia politica e de afirmação de nossa soberania em Macau nos pode ter a presença de dois navios de guerra? (654, 1105, 776, 1170)
article-text: Pelo sr. Coronel João Batista Carvalho, foi pedida em casamento para seu filho, sr. Eduardo da Cunha Carvalho e Silva, oficial do exercito, a sr.ª D. Regina Samuel da Silva, filha do sr. Pinto Martins Samuel da Silva. (524, 2404, 644, 2521)
subheadline-machado: Alguns periodos dum artigo postumo e inedito, escrito por Machado Santos. — O que nos diz António Moura, secretário do Partido Reformista. (8, 974, 137, 1070)
article-text: Na redacção do nosso colega «A Republica» efectua-se hoje a reunião da comissão dos amigos do desventurado dr. António Granjo, para tratar da trasladação dos seus restos mortais para Chaves, terra natal do extinto. (524, 1897, 644, 2013)
article-text: Fecharam o fúnebre cortejo tocando, algumas marchas fúnebres, a Sociedade Musical Recreio Barreirense, que tocou a marcha do sr. Vila-Nova. (273, 1156, 514, 1195)
ad-fanqueiro-title: Novo Fanqueiro da Avenida (1037, 979, 1323, 1010)
article-text: A redacção de «A Republica», tem recebido algumas cartas e telegramas de pessoas que se propõem tomar parte do acto de homenagem. (524, 2126, 644, 2204)
article-text: A posse foi-lhe conferida pelo sr. Presidente do Ministerio, sendo o acto bastante concorrido, ainda tendo assistido além do grande numero de oficiais do exercito, a G. N. R., os directores gerais e os chefes de repartição do ministerio. (1159, 359, 1376, 424)
headline-artur-leitao: Dr. Artur Leitão (1200, 530, 1334, 549)
ad-fanqueiro-line: Muitas variedades e grande sortido em todos os artigos da sua especialidade (1018, 1060, 1343, 1072)
article-text: «Ex.mo sr. director de «A Capital». — Só hoje foi chamada a minha atenção para uma suposta entrevista publicada no numero de sabado de «A Capital». (982, 194, 1147, 259)
headline-descarrilamento: O descarrilamento na linha do Sul (277, 860, 510, 908)
col6-right (1159, 119, 1376, 963)
article-text: A seguir, e no mesmo artigo ele escreveu: (147, 1038, 264, 1063)
article-text: Surpresos com o conteudo desta carta, só podemos com as nossas desculpas, afirmar ao ilustre oficial, que a subscreve, que transmitimos só as informações que nos foram dadas. (982, 428, 1147, 492)
article-text: Nem mesmo o Sanches de Castro, esse ex-futuro aviador-automobilista e conhecido engenheiro de publicidade, que é no A. B. C. o único meio de desvalorisação dos cambios... (273, 461, 514, 514)
ad-agua-title: Agua da Certã (982, 1141, 1132, 1165)
section-espanha: Em Espanha (39, 123, 106, 136)
headline-voo: Um vôo de 600$00 (988, 754, 1141, 772)
ad-cimento-portland (982, 1529, 1377, 1669)
article-text: Em Paris a comemoração oficial do aniversário do armisticio teve lugar no tumulo do soldado desconhecido, no Arco do Triunfo. O presidente da Republica, o Governo, os membros do corpo diplomatico, e grande numero de pessoas assistiram à cerimonia. (273, 739, 514, 817)
margem-heading: À margem dos acontecimentos (6, 868, 138, 881)
de-mim-title: ..DE MIM (447, 195, 514, 212)
ad-cimento-line: HERMES AKTIENGESELLSCHAFT & C.o BREMEN (1010, 1605, 1349, 1622)
headline-macau: Macau (654, 32, 776, 66)
article-text: LONDRES, 14.— Dizem de Budapeste que os encarregados de negócios da Polonia e da Tcheco-Slovaquia têm insistido para que a Hungria se mantenha calma e aceite a decisão aliada sobre a restauração.—(R.) (6, 575, 138, 693)
article-text: Tudo quanto na ocasião do conflito se podia fazer, fez-se para salvar a nossa soberania. Mas o que se não fez e fazer seria absolutamente necessario é o envio de uma agressão chinesa. (654, 474, 776, 578)
article-text: O aniversário do armisticio foi eguintemente festejado em todos os departamentos por meio de revistas de tropas e embandeiramentos. (524, 32, 644, 110)
headline-carta-almirante: Uma carta do almirante Hypacio de Brion (1000, 119, 1129, 150)
article-text: Lá é aquela asserção de que tivesse eu pedido a intervenção da Marinha de Guerra no caso ocorrido, respeita a entrevista e que, aliás, não me refiro ao que se passou e quanto aos termos em que está concebida. (982, 263, 1147, 341)
article-text: E assim que para graves apreensões que, há tempo, se vai aqui esboçando como crises, ou apreciação do que se passa no Oriente. (654, 1174, 776, 1239)
article-text: Tendo-nos constado que o Partido Reformista tenciona apresentar alguns documentos e papeis deixados pelo fundador da Republica, procurámos ouvir o sr. António Moura, secretário da direcção do Centro daquele Partido. (6, 1075, 138, 1192)
headline-vida-mundana: Vida Mundana (538, 2387, 631, 2404)
